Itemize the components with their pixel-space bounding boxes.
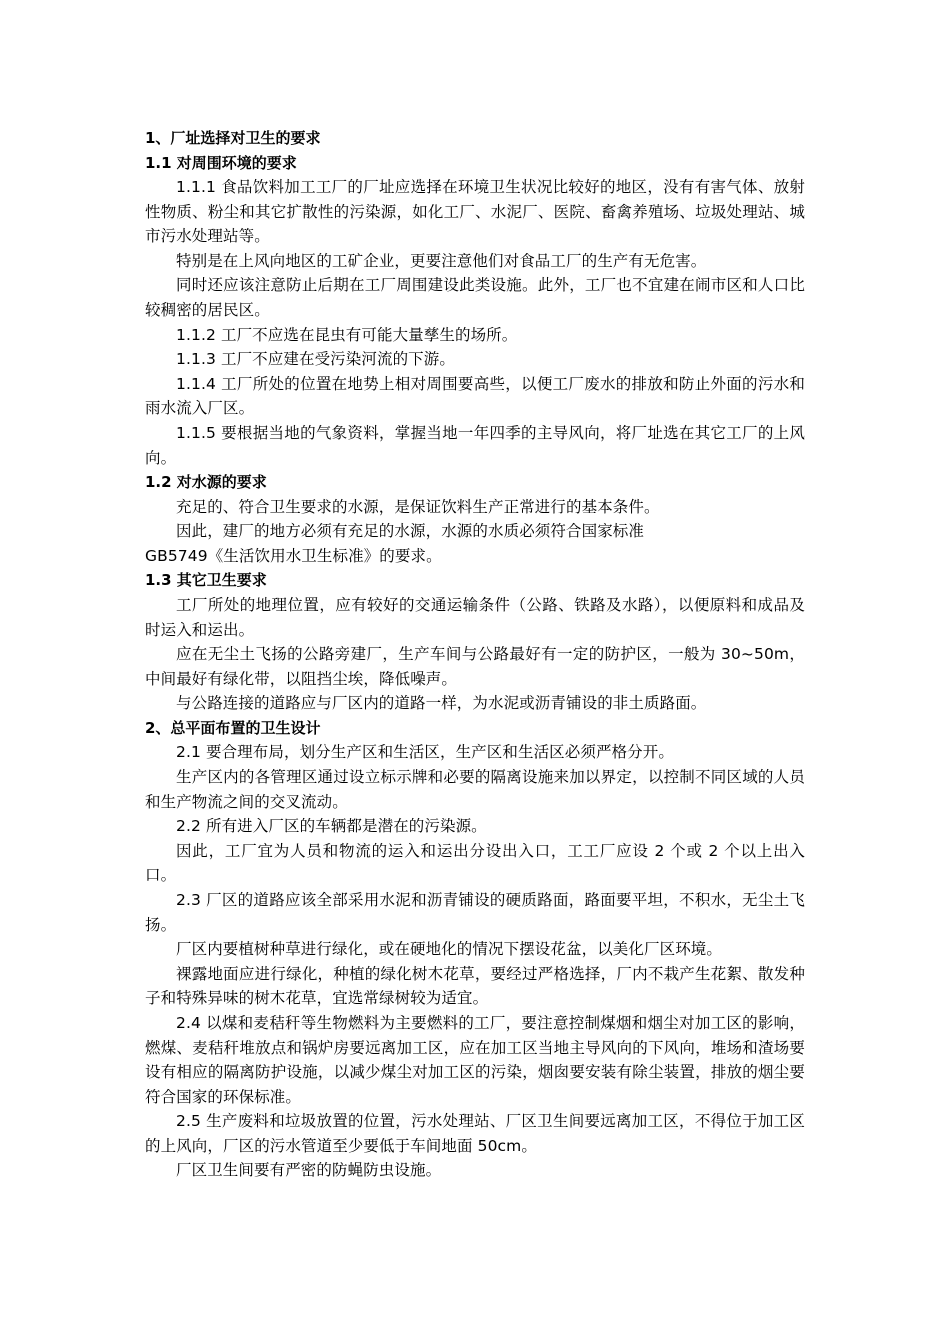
section-heading-1: 1、厂址选择对卫生的要求 [145, 129, 321, 147]
paragraph-water-2-line-2: GB5749《生活饮用水卫生标准》的要求。 [145, 546, 442, 565]
paragraph-bare: 裸露地面应进行绿化，种植的绿化树木花草，要经过严格选择，厂内不栽产生花絮、散发种子和特殊异味的树木花草，宜选常绿树较为适宜。 [145, 964, 805, 1008]
paragraph-water-2 [145, 519, 805, 568]
paragraph-1-1-4: 1.1.4 工厂所处的位置在地势上相对周围要高些，以便工厂废水的排放和防止外面的污水和雨水流入厂区。 [145, 374, 805, 418]
paragraph-geo: 工厂所处的地理位置，应有较好的交通运输条件（公路、铁路及水路），以便原料和成品及时运入和运出。 [145, 595, 805, 639]
paragraph-water-1: 充足的、符合卫生要求的水源，是保证饮料生产正常进行的基本条件。 [176, 497, 660, 516]
paragraph-1-1-5: 1.1.5 要根据当地的气象资料，掌握当地一年四季的主导风向，将厂址选在其它工厂的上风向。 [145, 423, 805, 467]
paragraph-2-5: 2.5 生产废料和垃圾放置的位置，污水处理站、厂区卫生间要远离加工区，不得位于加工区的上风向，厂区的污水管道至少要低于车间地面 50cm。 [145, 1112, 805, 1155]
subsection-heading-1-2: 1.2 对水源的要求 [145, 473, 267, 492]
subsection-heading-1-3: 1.3 其它卫生要求 [145, 571, 267, 590]
paragraph-2-1: 2.1 要合理布局，划分生产区和生活区，生产区和生活区必须严格分开。 [176, 743, 674, 762]
paragraph-2-2: 2.2 所有进入厂区的车辆都是潜在的污染源。 [176, 817, 487, 836]
document-body [145, 126, 805, 1183]
section-heading-2: 2、总平面布置的卫生设计 [145, 718, 321, 737]
paragraph-road: 应在无尘土飞扬的公路旁建厂，生产车间与公路最好有一定的防护区，一般为 30~50m，中间最好有绿化带，以阻挡尘埃，降低噪声。 [145, 645, 805, 688]
paragraph-green: 厂区内要植树种草进行绿化，或在硬地化的情况下摆设花盆，以美化厂区环境。 [176, 940, 723, 959]
paragraph-special: 特别是在上风向地区的工矿企业，更要注意他们对食品工厂的生产有无危害。 [176, 251, 707, 270]
paragraph-road-2: 与公路连接的道路应与厂区内的道路一样，为水泥或沥青铺设的非土质路面。 [176, 694, 707, 713]
paragraph-toilet: 厂区卫生间要有严密的防蝇防虫设施。 [176, 1161, 442, 1180]
paragraph-1-1-1: 1.1.1 食品饮料加工工厂的厂址应选择在环境卫生状况比较好的地区，没有有害气体、放射性物质、粉尘和其它扩散性的污染源，如化工厂、水泥厂、医院、畜禽养殖场、垃圾处理站、城市污水处理站等。 [145, 178, 805, 246]
paragraph-also: 同时还应该注意防止后期在工厂周围建设此类设施。此外，工厂也不宜建在闹市区和人口比较稠密的居民区。 [145, 276, 805, 319]
paragraph-2-3: 2.3 厂区的道路应该全部采用水泥和沥青铺设的硬质路面，路面要平坦，不积水，无尘土飞扬。 [145, 890, 805, 934]
paragraph-mgmt: 生产区内的各管理区通过设立标示牌和必要的隔离设施来加以界定，以控制不同区域的人员和生产物流之间的交叉流动。 [145, 767, 805, 811]
paragraph-2-4: 2.4 以煤和麦秸秆等生物燃料为主要燃料的工厂，要注意控制煤烟和烟尘对加工区的影响，燃煤、麦秸秆堆放点和锅炉房要远离加工区，应在加工区当地主导风向的下风向，堆场和渣场要设有相应的隔离防护设施，以减少煤尘对加工区的污染，烟囱要安装有除尘装置，排放的烟尘要符合国家的环保标准。 [145, 1013, 805, 1106]
subsection-heading-1-1: 1.1 对周围环境的要求 [145, 153, 297, 172]
paragraph-water-2-line-1: 因此，建厂的地方必须有充足的水源，水源的水质必须符合国家标准 [176, 522, 645, 541]
paragraph-1-1-2: 1.1.2 工厂不应选在昆虫有可能大量孳生的场所。 [176, 325, 518, 344]
paragraph-entry: 因此，工厂宜为人员和物流的运入和运出分设出入口，工工厂应设 2 个或 2 个以上出入口。 [145, 841, 805, 885]
paragraph-1-1-3: 1.1.3 工厂不应建在受污染河流的下游。 [176, 350, 455, 369]
